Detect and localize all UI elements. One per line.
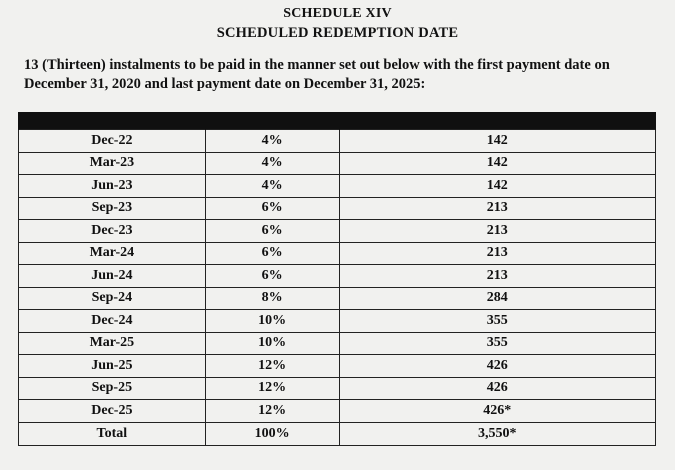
row-date-cell: Sep-24 [19,287,206,310]
row-percent-cell: 6% [205,220,339,243]
row-amount-cell: 213 [339,197,655,220]
row-percent-cell: 6% [205,265,339,288]
row-amount-cell: 426* [339,400,655,423]
row-date-cell: Jun-23 [19,175,206,198]
row-amount-cell: 142 [339,175,655,198]
row-date-cell: Sep-23 [19,197,206,220]
table-row [19,265,656,288]
row-amount-cell: 142 [339,152,655,175]
table-row [19,175,656,198]
row-amount-cell: 284 [339,287,655,310]
total-percent-cell: 100% [205,422,339,445]
row-date-cell: Mar-23 [19,152,206,175]
table-row [19,242,656,265]
row-percent-cell: 4% [205,130,339,153]
table-row [19,130,656,153]
row-amount-cell: 426 [339,377,655,400]
redemption-table [18,112,656,446]
row-percent-cell: 4% [205,175,339,198]
row-date-cell: Sep-25 [19,377,206,400]
total-label-cell: Total [19,422,206,445]
row-date-cell: Dec-22 [19,130,206,153]
intro-paragraph: 13 (Thirteen) instalments to be paid in the manner set out below with the first payment date on December 31, 2020 and last payment date on December 31, 2025: [24,57,610,92]
table-row [19,355,656,378]
row-amount-cell: 213 [339,242,655,265]
table-row [19,332,656,355]
total-amount-cell: 3,550* [339,422,655,445]
table-row [19,197,656,220]
row-amount-cell: 213 [339,265,655,288]
row-amount-cell: 142 [339,130,655,153]
table-header-row [19,112,656,130]
table-row [19,400,656,423]
row-date-cell: Dec-23 [19,220,206,243]
row-date-cell: Jun-25 [19,355,206,378]
row-percent-cell: 12% [205,355,339,378]
row-percent-cell: 10% [205,310,339,333]
header-cell-date [19,112,206,130]
row-percent-cell: 12% [205,377,339,400]
header-cell-percent [205,112,339,130]
row-percent-cell: 8% [205,287,339,310]
row-percent-cell: 10% [205,332,339,355]
row-amount-cell: 355 [339,310,655,333]
table-row [19,152,656,175]
row-date-cell: Jun-24 [19,265,206,288]
row-date-cell: Dec-24 [19,310,206,333]
row-percent-cell: 4% [205,152,339,175]
schedule-label: SCHEDULE XIV [283,6,392,21]
row-amount-cell: 426 [339,355,655,378]
row-date-cell: Dec-25 [19,400,206,423]
row-amount-cell: 213 [339,220,655,243]
row-percent-cell: 6% [205,242,339,265]
page-title: SCHEDULED REDEMPTION DATE [216,25,459,41]
row-percent-cell: 6% [205,197,339,220]
header-cell-amount [339,112,655,130]
table-row [19,220,656,243]
row-date-cell: Mar-24 [19,242,206,265]
table-row [19,310,656,333]
row-amount-cell: 355 [339,332,655,355]
table-total-row [19,422,656,445]
table-row [19,287,656,310]
table-row [19,377,656,400]
row-date-cell: Mar-25 [19,332,206,355]
row-percent-cell: 12% [205,400,339,423]
